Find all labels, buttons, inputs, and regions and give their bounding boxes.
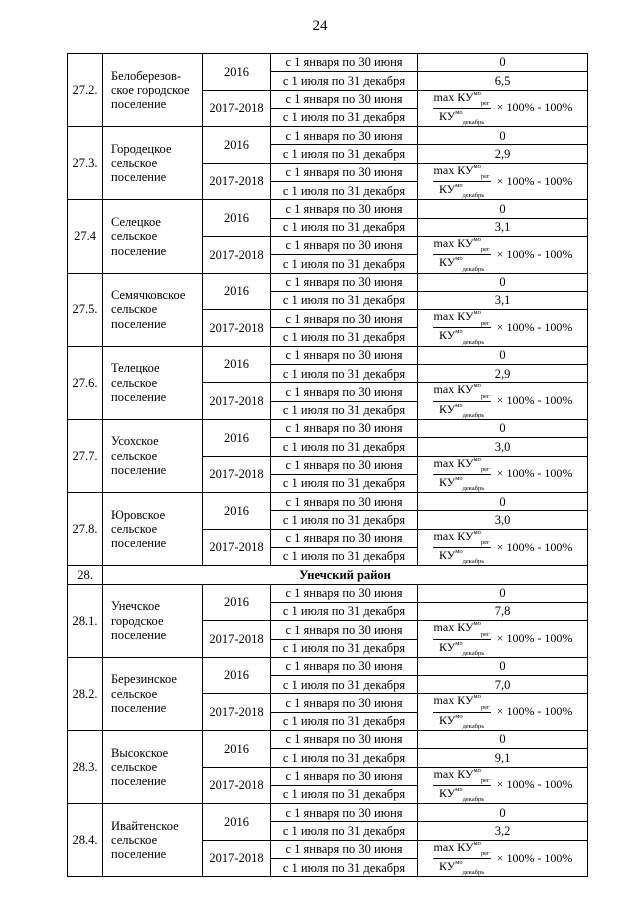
row-number: 27.6.: [68, 346, 103, 419]
year-2016: 2016: [203, 657, 271, 694]
row-number: 28.2.: [68, 657, 103, 730]
ky-subscript: рег: [480, 392, 490, 400]
formula-numerator: [433, 237, 491, 255]
table-row: [68, 730, 588, 748]
period-first-half: с 1 января по 30 июня: [271, 840, 418, 858]
ky-text: КУ: [457, 455, 474, 470]
period-second-half: с 1 июля по 31 декабря: [271, 108, 418, 126]
formula-cell: [418, 694, 588, 731]
formula-denominator: [439, 182, 484, 199]
formula-fraction: [433, 457, 491, 492]
year-2016: 2016: [203, 730, 271, 767]
formula-cell: [418, 529, 588, 566]
settlement-name: Белоберезов-ское городское поселение: [103, 54, 203, 127]
ky-symbol: [439, 476, 484, 492]
row-number: 28.1.: [68, 584, 103, 657]
ky-symbol: [439, 329, 484, 345]
ky-subscript: рег: [480, 173, 490, 181]
ky-subscript: рег: [480, 246, 490, 254]
period-second-half: с 1 июля по 31 декабря: [271, 859, 418, 877]
formula-fraction: [433, 237, 491, 272]
ky-subscript: декабрь: [462, 796, 485, 804]
formula-max: max: [433, 693, 455, 708]
period-first-half: с 1 января по 30 июня: [271, 163, 418, 181]
period-second-half: с 1 июля по 31 декабря: [271, 145, 418, 163]
table-row: [68, 54, 588, 72]
ky-text: КУ: [457, 839, 474, 854]
formula-cell: [418, 163, 588, 200]
ky-superscript: мо: [473, 766, 481, 774]
period-second-half: с 1 июля по 31 декабря: [271, 328, 418, 346]
year-2017-2018: 2017-2018: [203, 90, 271, 127]
ky-superscript: мо: [473, 89, 481, 97]
ky-superscript: мо: [473, 839, 481, 847]
value-second-half: 3,1: [418, 291, 588, 309]
district-row: [68, 566, 588, 584]
formula-fraction: [433, 530, 491, 565]
ky-symbol: [439, 403, 484, 419]
ky-superscript: мо: [473, 455, 481, 463]
value-second-half: 3,1: [418, 218, 588, 236]
formula: [433, 530, 573, 565]
period-second-half: с 1 июля по 31 декабря: [271, 474, 418, 492]
ky-symbol: [457, 164, 489, 180]
ky-text: КУ: [438, 401, 456, 416]
value-first-half: 0: [418, 804, 588, 822]
page-number: 24: [312, 18, 328, 34]
ky-superscript: мо: [455, 328, 463, 336]
row-number: 28.4.: [68, 804, 103, 877]
value-first-half: 0: [418, 346, 588, 364]
ky-text: КУ: [438, 328, 456, 343]
table-row: [68, 346, 588, 364]
table-row: [68, 127, 588, 145]
formula-fraction: [433, 91, 491, 126]
ky-symbol: [457, 383, 489, 399]
formula-max: max: [433, 455, 455, 470]
table-row: [68, 273, 588, 291]
ky-text: КУ: [457, 693, 474, 708]
formula: [433, 457, 573, 492]
row-number: 27.3.: [68, 127, 103, 200]
ky-text: КУ: [438, 859, 456, 874]
table-row: [68, 804, 588, 822]
year-2017-2018: 2017-2018: [203, 694, 271, 731]
period-second-half: с 1 июля по 31 декабря: [271, 365, 418, 383]
settlement-name: Ивайтенское сельское поселение: [103, 804, 203, 877]
ky-superscript: мо: [455, 182, 463, 190]
formula-denominator: [439, 859, 484, 876]
value-first-half: 0: [418, 273, 588, 291]
ky-text: КУ: [438, 785, 456, 800]
formula-max: max: [433, 162, 455, 177]
ky-text: КУ: [438, 474, 456, 489]
formula-numerator: [433, 383, 491, 401]
ky-subscript: декабрь: [462, 192, 485, 200]
ky-subscript: рег: [480, 466, 490, 474]
ky-text: КУ: [438, 548, 456, 563]
formula-max: max: [433, 528, 455, 543]
settlement-name: Семячковское сельское поселение: [103, 273, 203, 346]
ky-symbol: [457, 694, 489, 710]
table-row: [68, 584, 588, 602]
formula-cell: [418, 767, 588, 804]
formula-cell: [418, 840, 588, 877]
period-first-half: с 1 января по 30 июня: [271, 767, 418, 785]
value-second-half: 3,0: [418, 511, 588, 529]
ky-text: КУ: [457, 766, 474, 781]
formula-max: max: [433, 309, 455, 324]
period-first-half: с 1 января по 30 июня: [271, 236, 418, 254]
value-first-half: 0: [418, 127, 588, 145]
period-first-half: с 1 января по 30 июня: [271, 383, 418, 401]
table-row: [68, 493, 588, 511]
settlement-name: Усохское сельское поселение: [103, 419, 203, 492]
period-first-half: с 1 января по 30 июня: [271, 127, 418, 145]
ky-subscript: декабрь: [462, 265, 485, 273]
ky-subscript: рег: [480, 100, 490, 108]
ky-symbol: [439, 549, 484, 565]
period-first-half: с 1 января по 30 июня: [271, 694, 418, 712]
settlement-name: Селецкое сельское поселение: [103, 200, 203, 273]
period-second-half: с 1 июля по 31 декабря: [271, 401, 418, 419]
ky-text: КУ: [457, 236, 474, 251]
formula-fraction: [433, 768, 491, 803]
ky-subscript: декабрь: [462, 485, 485, 493]
ky-symbol: [457, 621, 489, 637]
ky-superscript: мо: [455, 712, 463, 720]
ky-superscript: мо: [455, 639, 463, 647]
period-second-half: с 1 июля по 31 декабря: [271, 712, 418, 730]
formula-fraction: [433, 164, 491, 199]
period-second-half: с 1 июля по 31 декабря: [271, 218, 418, 236]
value-second-half: 7,8: [418, 602, 588, 620]
ky-text: КУ: [457, 162, 474, 177]
period-second-half: с 1 июля по 31 декабря: [271, 785, 418, 803]
formula-max: max: [433, 382, 455, 397]
formula-fraction: [433, 621, 491, 656]
formula: [433, 164, 573, 199]
period-first-half: с 1 января по 30 июня: [271, 621, 418, 639]
ky-symbol: [439, 256, 484, 272]
ky-subscript: декабрь: [462, 723, 485, 731]
ky-subscript: декабрь: [462, 558, 485, 566]
ky-subscript: декабрь: [462, 412, 485, 420]
formula-cell: [418, 456, 588, 493]
formula-cell: [418, 383, 588, 420]
row-number: 28.3.: [68, 730, 103, 803]
formula-cell: [418, 236, 588, 273]
period-second-half: с 1 июля по 31 декабря: [271, 255, 418, 273]
formula-numerator: [433, 457, 491, 475]
formula: [433, 310, 573, 345]
year-2017-2018: 2017-2018: [203, 310, 271, 347]
ky-text: КУ: [457, 620, 474, 635]
formula-denominator: [439, 786, 484, 803]
district-number: 28.: [68, 566, 103, 584]
ky-subscript: рег: [480, 850, 490, 858]
formula-denominator: [439, 402, 484, 419]
period-second-half: с 1 июля по 31 декабря: [271, 822, 418, 840]
ky-text: КУ: [457, 89, 474, 104]
formula-fraction: [433, 841, 491, 876]
row-number: 27.4: [68, 200, 103, 273]
ky-symbol: [439, 860, 484, 876]
formula-denominator: [439, 109, 484, 126]
formula-denominator: [439, 548, 484, 565]
formula-numerator: [433, 621, 491, 639]
formula-max: max: [433, 236, 455, 251]
row-number: 27.8.: [68, 493, 103, 566]
year-2017-2018: 2017-2018: [203, 236, 271, 273]
table-row: [68, 657, 588, 675]
ky-subscript: рег: [480, 539, 490, 547]
ky-text: КУ: [438, 108, 456, 123]
ky-symbol: [457, 768, 489, 784]
year-2016: 2016: [203, 127, 271, 164]
ky-text: КУ: [457, 382, 474, 397]
value-first-half: 0: [418, 54, 588, 72]
formula: [433, 768, 573, 803]
value-first-half: 0: [418, 419, 588, 437]
ky-superscript: мо: [455, 474, 463, 482]
settlement-name: Высокское сельское поселение: [103, 730, 203, 803]
settlement-name: Березинское сельское поселение: [103, 657, 203, 730]
settlement-name: Городецкое сельское поселение: [103, 127, 203, 200]
year-2016: 2016: [203, 804, 271, 841]
district-name: Унечский район: [103, 566, 588, 584]
ky-symbol: [457, 457, 489, 473]
formula-numerator: [433, 164, 491, 182]
year-2016: 2016: [203, 493, 271, 530]
ky-text: КУ: [457, 309, 474, 324]
formula-numerator: [433, 841, 491, 859]
formula-cell: [418, 621, 588, 658]
year-2016: 2016: [203, 346, 271, 383]
period-first-half: с 1 января по 30 июня: [271, 419, 418, 437]
formula-numerator: [433, 310, 491, 328]
formula-denominator: [439, 713, 484, 730]
value-first-half: 0: [418, 657, 588, 675]
period-second-half: с 1 июля по 31 декабря: [271, 602, 418, 620]
formula-tail: × 100% - 100%: [496, 466, 573, 481]
period-first-half: с 1 января по 30 июня: [271, 273, 418, 291]
ky-symbol: [457, 841, 489, 857]
period-second-half: с 1 июля по 31 декабря: [271, 548, 418, 566]
formula-tail: × 100% - 100%: [496, 320, 573, 335]
value-second-half: 7,0: [418, 676, 588, 694]
ky-subscript: рег: [480, 319, 490, 327]
period-first-half: с 1 января по 30 июня: [271, 200, 418, 218]
ky-subscript: декабрь: [462, 869, 485, 877]
year-2017-2018: 2017-2018: [203, 456, 271, 493]
formula-max: max: [433, 766, 455, 781]
period-first-half: с 1 января по 30 июня: [271, 456, 418, 474]
ky-symbol: [457, 310, 489, 326]
formula-tail: × 100% - 100%: [496, 539, 573, 554]
year-2017-2018: 2017-2018: [203, 529, 271, 566]
formula-tail: × 100% - 100%: [496, 393, 573, 408]
formula: [433, 91, 573, 126]
formula-denominator: [439, 255, 484, 272]
formula-cell: [418, 310, 588, 347]
value-second-half: 6,5: [418, 72, 588, 90]
formula-numerator: [433, 768, 491, 786]
table-row: [68, 200, 588, 218]
formula-tail: × 100% - 100%: [496, 246, 573, 261]
formula-numerator: [433, 694, 491, 712]
value-first-half: 0: [418, 200, 588, 218]
ky-superscript: мо: [455, 785, 463, 793]
settlement-name: Унечское городское поселение: [103, 584, 203, 657]
period-first-half: с 1 января по 30 июня: [271, 346, 418, 364]
period-first-half: с 1 января по 30 июня: [271, 54, 418, 72]
ky-superscript: мо: [473, 162, 481, 170]
ky-superscript: мо: [473, 620, 481, 628]
formula-max: max: [433, 620, 455, 635]
formula-denominator: [439, 640, 484, 657]
period-first-half: с 1 января по 30 июня: [271, 804, 418, 822]
table-row: [68, 419, 588, 437]
formula-fraction: [433, 383, 491, 418]
value-first-half: 0: [418, 584, 588, 602]
value-second-half: 2,9: [418, 145, 588, 163]
period-second-half: с 1 июля по 31 декабря: [271, 749, 418, 767]
period-second-half: с 1 июля по 31 декабря: [271, 639, 418, 657]
ky-subscript: рег: [480, 703, 490, 711]
formula-max: max: [433, 839, 455, 854]
period-second-half: с 1 июля по 31 декабря: [271, 291, 418, 309]
year-2017-2018: 2017-2018: [203, 621, 271, 658]
ky-subscript: декабрь: [462, 119, 485, 127]
row-number: 27.2.: [68, 54, 103, 127]
formula-tail: × 100% - 100%: [496, 850, 573, 865]
period-first-half: с 1 января по 30 июня: [271, 584, 418, 602]
ky-superscript: мо: [455, 859, 463, 867]
year-2016: 2016: [203, 200, 271, 237]
value-second-half: 9,1: [418, 749, 588, 767]
ky-text: КУ: [438, 639, 456, 654]
formula-denominator: [439, 475, 484, 492]
formula-tail: × 100% - 100%: [496, 631, 573, 646]
period-second-half: с 1 июля по 31 декабря: [271, 438, 418, 456]
year-2017-2018: 2017-2018: [203, 767, 271, 804]
period-first-half: с 1 января по 30 июня: [271, 657, 418, 675]
formula: [433, 694, 573, 729]
ky-text: КУ: [438, 255, 456, 270]
ky-text: КУ: [438, 712, 456, 727]
ky-superscript: мо: [473, 309, 481, 317]
period-first-half: с 1 января по 30 июня: [271, 493, 418, 511]
formula-tail: × 100% - 100%: [496, 777, 573, 792]
period-second-half: с 1 июля по 31 декабря: [271, 182, 418, 200]
value-second-half: 3,2: [418, 822, 588, 840]
row-number: 27.5.: [68, 273, 103, 346]
period-second-half: с 1 июля по 31 декабря: [271, 511, 418, 529]
period-first-half: с 1 января по 30 июня: [271, 730, 418, 748]
value-second-half: 3,0: [418, 438, 588, 456]
settlement-name: Юровское сельское поселение: [103, 493, 203, 566]
ky-text: КУ: [438, 182, 456, 197]
ky-symbol: [439, 641, 484, 657]
ky-text: КУ: [457, 528, 474, 543]
year-2017-2018: 2017-2018: [203, 383, 271, 420]
year-2016: 2016: [203, 54, 271, 91]
value-first-half: 0: [418, 730, 588, 748]
year-2017-2018: 2017-2018: [203, 840, 271, 877]
ky-symbol: [439, 714, 484, 730]
period-first-half: с 1 января по 30 июня: [271, 310, 418, 328]
formula-tail: × 100% - 100%: [496, 704, 573, 719]
ky-subscript: декабрь: [462, 649, 485, 657]
year-2016: 2016: [203, 419, 271, 456]
value-first-half: 0: [418, 493, 588, 511]
ky-superscript: мо: [473, 528, 481, 536]
ky-superscript: мо: [455, 548, 463, 556]
formula-numerator: [433, 91, 491, 109]
row-number: 27.7.: [68, 419, 103, 492]
ky-superscript: мо: [473, 382, 481, 390]
ky-subscript: рег: [480, 777, 490, 785]
formula-tail: × 100% - 100%: [496, 100, 573, 115]
ky-superscript: мо: [473, 693, 481, 701]
ky-symbol: [439, 110, 484, 126]
formula: [433, 841, 573, 876]
year-2017-2018: 2017-2018: [203, 163, 271, 200]
period-second-half: с 1 июля по 31 декабря: [271, 676, 418, 694]
formula: [433, 383, 573, 418]
ky-superscript: мо: [455, 401, 463, 409]
year-2016: 2016: [203, 273, 271, 310]
tariff-table: [67, 53, 588, 877]
formula-fraction: [433, 694, 491, 729]
settlement-name: Телецкое сельское поселение: [103, 346, 203, 419]
ky-subscript: декабрь: [462, 338, 485, 346]
ky-superscript: мо: [455, 108, 463, 116]
ky-symbol: [457, 530, 489, 546]
formula-max: max: [433, 89, 455, 104]
period-first-half: с 1 января по 30 июня: [271, 529, 418, 547]
value-second-half: 2,9: [418, 365, 588, 383]
ky-subscript: рег: [480, 630, 490, 638]
period-first-half: с 1 января по 30 июня: [271, 90, 418, 108]
formula: [433, 621, 573, 656]
formula-cell: [418, 90, 588, 127]
formula-fraction: [433, 310, 491, 345]
formula-denominator: [439, 328, 484, 345]
period-second-half: с 1 июля по 31 декабря: [271, 72, 418, 90]
year-2016: 2016: [203, 584, 271, 621]
ky-superscript: мо: [455, 255, 463, 263]
ky-superscript: мо: [473, 236, 481, 244]
formula-tail: × 100% - 100%: [496, 173, 573, 188]
ky-symbol: [457, 91, 489, 107]
formula-numerator: [433, 530, 491, 548]
ky-symbol: [457, 237, 489, 253]
ky-symbol: [439, 183, 484, 199]
formula: [433, 237, 573, 272]
ky-symbol: [439, 787, 484, 803]
